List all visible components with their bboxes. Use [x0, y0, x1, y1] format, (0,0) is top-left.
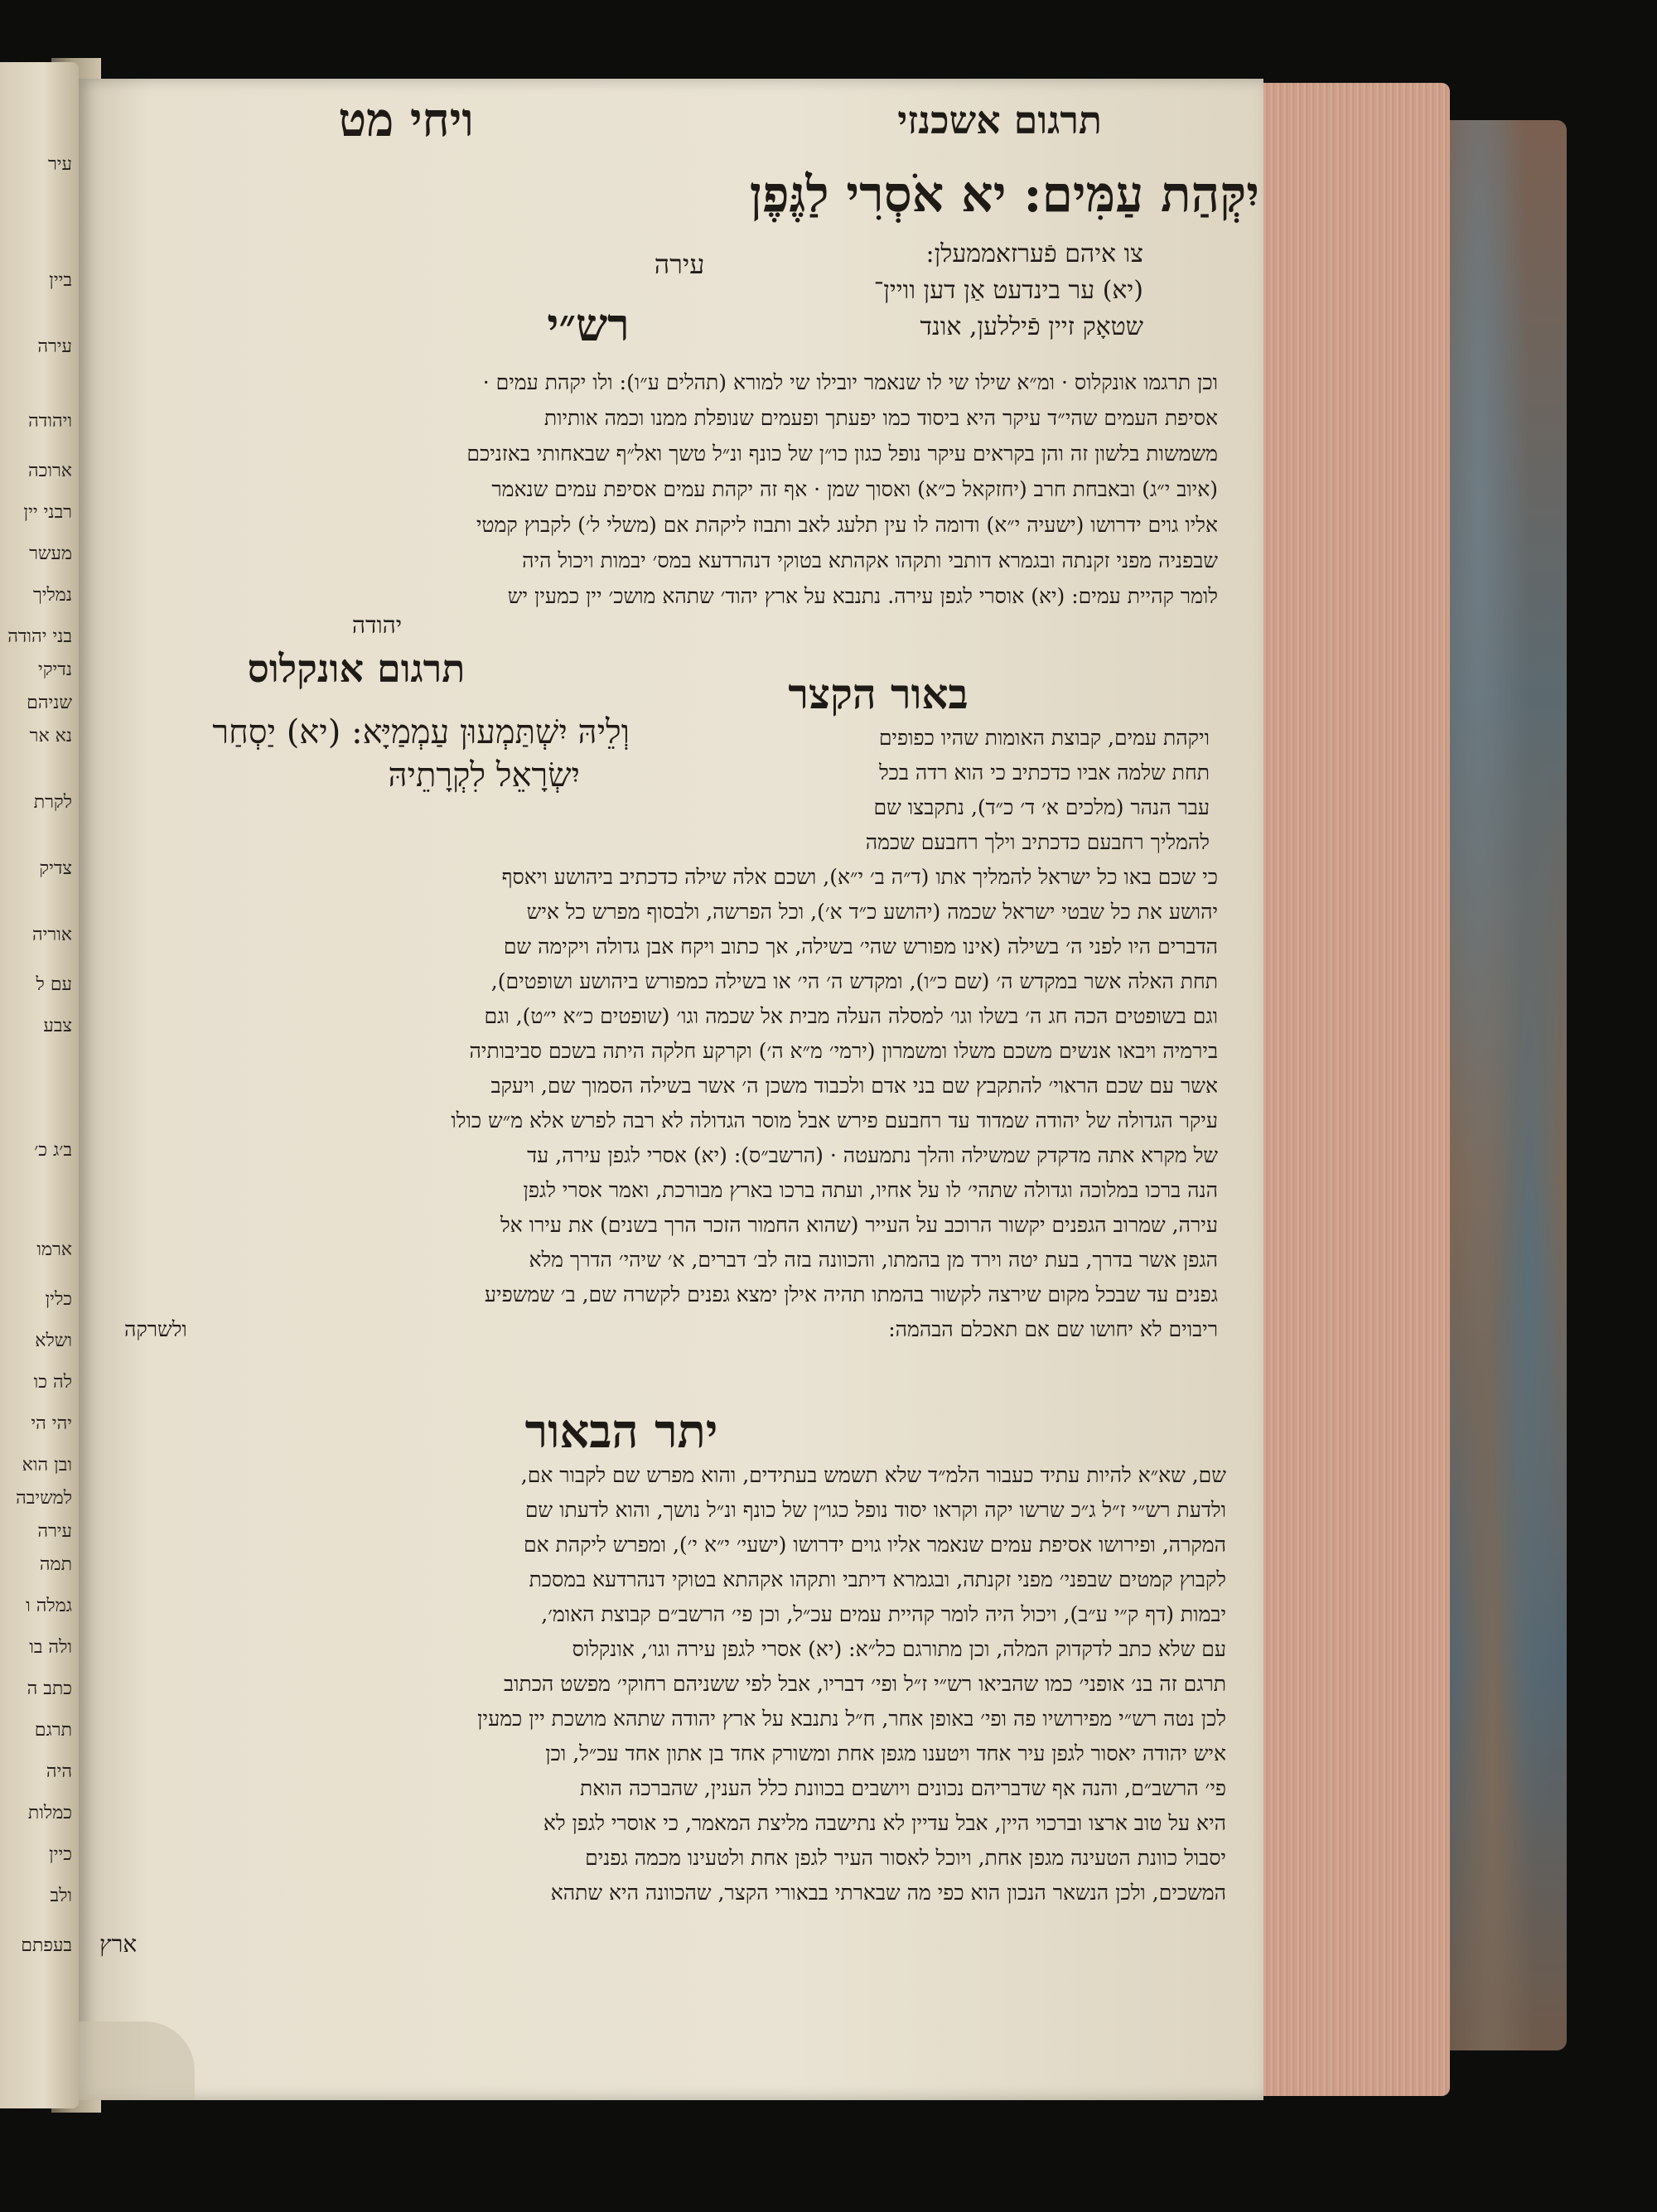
rashi-line: (איוב י״ג) ובאבחת חרב (יחזקאל כ״א) ואסוך שמן · אף זה יקהת עמים אסיפת עמים שנאמר	[491, 477, 1218, 501]
rashi-line: וכן תרגמו אונקלוס · ומ״א שילו שי לו שנאמר יובילו שי למורא (תהלים ע״ו): ולו יקהת עמים ·	[482, 370, 1218, 394]
left-page-fragment: רבני יין	[23, 502, 72, 523]
yeter-line: המקרה, ופירושו אסיפת עמים שנאמר אליו גוים ידרושו (ישעי׳ י״א י׳), ומפרש ליקהת אם	[523, 1533, 1226, 1557]
rashi-line: שבפניה מפני זקנתה ובגמרא דותבי ותקהו אקהתא בטוקי דנהרדעא במס׳ יבמות ויכול היה	[522, 548, 1218, 572]
left-page-fragment: יהי הי	[31, 1413, 72, 1434]
beur-katzar-top	[630, 721, 1210, 860]
onkelos-line: יִשְׂרָאֵל לִקְרָתֵיהּ	[388, 756, 580, 794]
yeter-line: תרגם זה בנ׳ אופני׳ כמו שהביאו רש״י ז״ל ופי׳ דבריו, אבל לפי ששניהם רחוקי׳ מפשט הכתוב	[504, 1672, 1226, 1696]
running-title-left: ויחי מט	[338, 93, 474, 147]
beur-line: גפנים עד שבכל מקום שירצה לקשור בהמתו תהיה אילן ימצא גפנים לקשרה שם, ב׳ שמשפיע	[484, 1282, 1218, 1306]
left-page-fragment: כמלות	[27, 1803, 72, 1823]
beur-katzar-full	[108, 860, 1218, 1347]
beur-line: עבר הנהר (מלכים א׳ ד׳ כ״ד), נתקבצו שם	[873, 795, 1210, 819]
beur-line: וגם בשופטים הכה חג ה׳ בשלו וגו׳ למסלה העלה מבית אל שכמה וגו׳ (שופטים כ״א י״ט), וגם	[484, 1004, 1218, 1028]
left-page-fragment: לקרת	[33, 792, 72, 813]
beur-line	[108, 1312, 1218, 1347]
onkelos-heading: תרגום אונקלוס	[247, 646, 466, 691]
yiddish-line: (יא) ער בינדעט אַן דען וויין־	[873, 276, 1143, 305]
left-page-fragment: לה כו	[33, 1372, 72, 1393]
left-page-fragment: נמליך	[32, 585, 72, 606]
left-page-fragment: בעפתם	[21, 1935, 72, 1956]
left-page-fragment: עירה	[37, 336, 72, 357]
beur-line: של מקרא אתה מדקדק שמשילה והלך נתמעטה · (הרשב״ס): (יא) אסרי לגפן עירה, עד	[527, 1143, 1218, 1167]
left-page-fragment: ב׳ג כ׳	[34, 1140, 72, 1161]
left-page-fragment: תרגם	[34, 1720, 72, 1741]
left-page-fragment: תמה	[39, 1554, 72, 1575]
page-block-edge	[1243, 83, 1450, 2096]
beur-line: הדברים היו לפני ה׳ בשילה (אינו מפורש שהי׳ בשילה, אך כתוב ויקח אבן גדולה ויקימה שם	[503, 935, 1218, 959]
left-page-fragment: כיין	[49, 1844, 72, 1865]
left-page-fragment: כתב ה	[27, 1678, 72, 1699]
verse-ira: עירה	[654, 249, 705, 280]
beur-line: עיקר הגדולה של יהודה שמדוד עד רחבעם פירש אבל מוסר הגדולה לא רבה לפרש אלא מ״ש כולו	[451, 1108, 1218, 1133]
beur-last-line: ריבוים לא יחושו שם אם תאכלם הבהמה:	[888, 1317, 1218, 1341]
beur-line: עירה, שמרוב הגפנים יקשור הרוכב על העייר (שהוא החמור הזכר הרך בשנים) את עירו אל	[500, 1213, 1218, 1237]
left-page-fragment: עם ל	[36, 974, 72, 995]
left-page-fragment: ובן הוא	[22, 1455, 72, 1475]
left-page-fragment: גמלה ו	[26, 1596, 72, 1616]
rashi-heading: רש״י	[547, 298, 630, 351]
rashi-line: משמשות בלשון זה והן בקראים עיקר נופל כגון כו״ן של כונף ונ״ל טשך ואל״ף שבאחותי באזניכם	[466, 442, 1218, 466]
yeter-line: שם, שא״א להיות עתיד כעבור הלמ״ד שלא תשמש בעתידים, והוא מפרש שם לקבור אם,	[520, 1463, 1226, 1487]
yeter-habeur-heading: יתר הבאור	[524, 1404, 718, 1459]
left-page-fragment: עירה	[37, 1521, 72, 1542]
left-page-fragment: למשיבה	[16, 1488, 72, 1509]
marbled-cover	[1437, 120, 1567, 2050]
beur-line: כי שכם באו כל ישראל להמליך אתו (ד״ה ב׳ י״א), ושכם אלה שילה כדכתיב ביהושע ויאסף	[501, 865, 1218, 889]
rashi-commentary	[108, 365, 1218, 614]
beur-line: תחת שלמה אביו כדכתיב כי הוא רדה בכל	[878, 761, 1210, 785]
yeter-line: לכן נטה רש״י מפירושיו פה ופי׳ באופן אחר, ח״ל נתנבא על ארץ יהודה שתהא מושכת יין כמעין	[477, 1707, 1226, 1731]
left-page-fragment: נא אר	[29, 726, 72, 746]
beur-line: הנה ברכו במלוכה וגדולה שתהי׳ לו על אחיו, ועתה ברכו בארץ מבורכת, ואמר אסרי לגפן	[523, 1178, 1218, 1202]
rashi-line: אליו גוים ידרושו (ישעיה י״א) ודומה לו עין תלעג לאב ותבוז ליקהת אם (משלי ל׳) לקבוץ קמטי	[476, 513, 1218, 537]
left-page-fragment: ארוכה	[27, 461, 72, 481]
onkelos-line: וְלֵיהּ יִשְׁתַּמְעוּן עַמְמַיָּא: (יא) יַסְחַר	[212, 713, 630, 751]
left-page-fragment: ויהודה	[28, 411, 72, 432]
yeter-line: לקבוץ קמטים שבפני׳ מפני זקנתה, ובגמרא דיתבי ותקהו אקהתא בטוקי דנהרדעא במסכת	[529, 1567, 1226, 1591]
left-page-edge	[0, 62, 79, 2108]
left-page-fragment: שניהם	[27, 693, 72, 713]
left-page-fragment: היה	[46, 1761, 72, 1782]
yeter-line: המשכים, ולכן הנשאר הנכון הוא כפי מה שבארתי בבאורי הקצר, שהכוונה היא שתהא	[550, 1881, 1226, 1905]
left-page-fragment: אוריה	[31, 925, 72, 945]
left-page-fragment: ולב	[50, 1886, 72, 1906]
yeter-habeur-text	[108, 1458, 1226, 1910]
catchword: ארץ	[99, 1930, 138, 1958]
page-tear	[79, 2021, 195, 2100]
left-page-fragment: צדיק	[39, 858, 72, 879]
yiddish-line: שטאָק זיין פֿיללען, אונד	[920, 312, 1143, 341]
yeter-line: איש יהודה יאסור לגפן עיר אחד ויטענו מגפן אחת ומשורק אחד בן אתון אחד עכ״ל, וכן	[545, 1741, 1226, 1765]
left-page-fragment: עיר	[47, 154, 72, 175]
beur-line: הגפן אשר בדרך, בעת יטה וירד מן בהמתו, והכוונה בזה לב׳ דברים, א׳ שיהי׳ הדרך מלא	[529, 1248, 1218, 1272]
beur-line: ויקהת עמים, קבוצת האומות שהיו כפופים	[878, 726, 1210, 750]
beur-line: בירמיה ויבאו אנשים משכם משלו ומשמרון (ירמי׳ מ״א ה׳) וקרקע חלקה היתה בשכם סביבותיה	[469, 1039, 1218, 1063]
beur-line: יהושע את כל שבטי ישראל שכמה (יהושע כ״ד א׳), וכל הפרשה, ולבסוף מפרש כל איש	[526, 900, 1218, 924]
rashi-yehuda-mark: יהודה	[351, 611, 403, 639]
left-page-fragment: ארמו	[36, 1239, 72, 1260]
verse-text: יִקְּהַת עַמִּים: יא אֹסְרִי לַגֶּפֶן	[749, 166, 1259, 224]
rashi-line: לומר קהיית עמים: (יא) אוסרי לגפן עירה. נתנבא על ארץ יהוד׳ שתהא מושכ׳ יין כמעין יש	[507, 584, 1218, 608]
left-page-fragment: צבע	[43, 1016, 72, 1036]
yeter-line: ולדעת רש״י ז״ל ג״כ שרשו יקה וקראו יסוד נופל כגו״ן של כונף ונ״ל נושך, והוא לדעתו שם	[524, 1498, 1226, 1522]
beur-line: אשר עם שכם הראוי׳ להתקבץ שם בני אדם ולכבוד משכן ה׳ אשר בשילה הסמוך שם, ויעקב	[490, 1074, 1218, 1098]
yiddish-line: צו איהם פֿערזאממעלן:	[925, 239, 1143, 268]
left-page-fragment: ולה בו	[29, 1637, 72, 1658]
left-page-fragment: כלין	[45, 1289, 72, 1310]
yiddish-translation	[696, 236, 1143, 345]
beur-ulsreka: ולשרקה	[124, 1317, 187, 1341]
beur-line: תחת האלה אשר במקדש ה׳ (שם כ״ו), ומקדש ה׳ הי׳ או בשילה כמפורש ביהושע ושופטים),	[490, 969, 1218, 993]
left-page-fragment: בני יהודה	[7, 626, 72, 647]
rashi-line: אסיפת העמים שהי״ד עיקר היא ביסוד כמו יפעתך ופעמים שנופלת ממנו וכמה אותיות	[543, 406, 1218, 430]
yeter-line: היא על טוב ארצו וברכוי היין, אבל עדיין לא נתישבה מליצת המאמר, כי אוסרי לגפן לא	[543, 1811, 1226, 1835]
left-page-fragment: נדיקי	[37, 659, 72, 680]
yeter-line: עם שלא כתב לדקדוק המלה, וכן מתורגם כל״א: (יא) אסרי לגפן עירה וגו׳, אונקלוס	[572, 1637, 1226, 1661]
left-page-fragment: מעשר	[29, 543, 72, 564]
beur-katzar-heading: באור הקצר	[788, 669, 969, 718]
onkelos-text	[99, 711, 630, 797]
yeter-line: פי׳ הרשב״ם, והנה אף שדבריהם נכונים ויושבים בכוונת כלל הענין, שהברכה הואת	[579, 1776, 1226, 1800]
yeter-line: יבמות (דף ק״י ע״ב), ויכול היה לומר קהיית עמים עכ״ל, וכן פי׳ הרשב״ם קבוצת האומ׳,	[541, 1602, 1226, 1626]
beur-line: להמליך רחבעם כדכתיב וילך רחבעם שכמה	[865, 830, 1210, 854]
yeter-line: יסבול כוונת הטעינה מגפן אחת, ויוכל לאסור העיר לגפן אחת ולטעינו מכמה גפנים	[585, 1846, 1226, 1870]
left-page-fragment: ביין	[49, 270, 72, 291]
left-page-fragment: ושלא	[35, 1331, 72, 1351]
running-title-right: תרגום אשכנזי	[897, 98, 1102, 142]
